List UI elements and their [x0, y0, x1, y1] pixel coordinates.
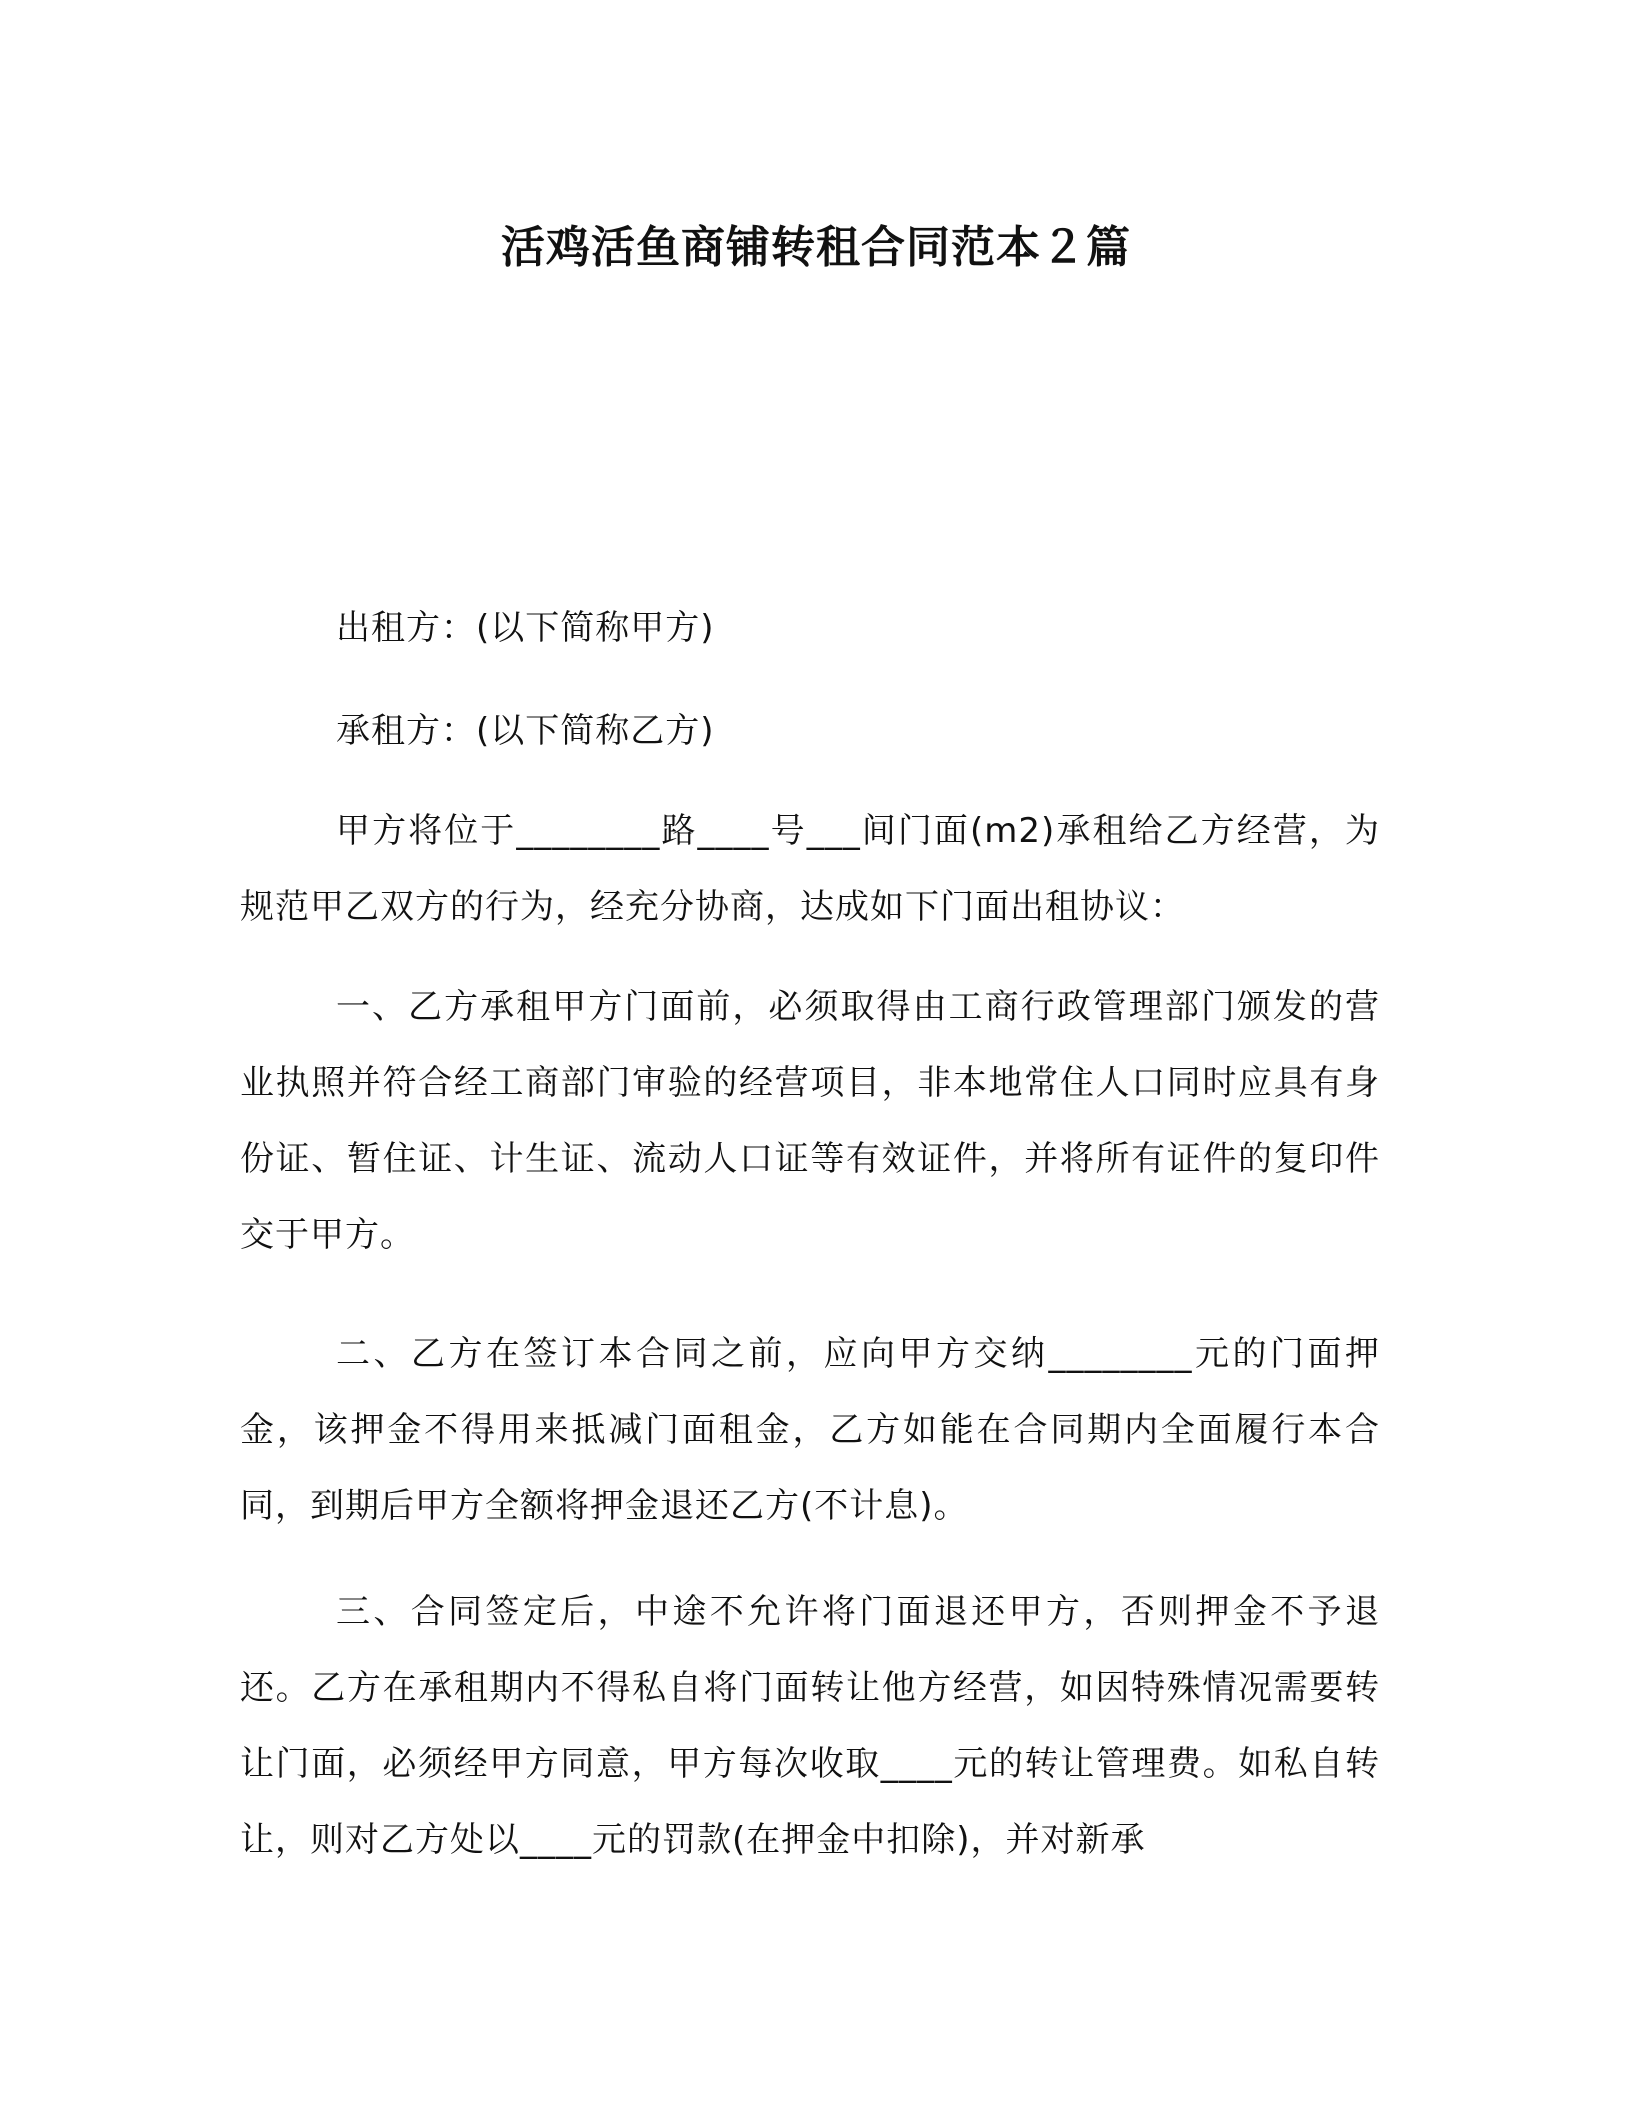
intro-paragraph: 甲方将位于________路____号___间门面(m2)承租给乙方经营，为规范甲乙双方的行为，经充分协商，达成如下门面出租协议： — [240, 811, 1380, 927]
lessee-line: 承租方：(以下简称乙方) — [336, 711, 715, 751]
clause-3-paragraph: 三、合同签定后，中途不允许将门面退还甲方，否则押金不予退还。乙方在承租期内不得私自将门面转让他方经营，如因特殊情况需要转让门面，必须经甲方同意，甲方每次收取____元的转让管理费。如私自转让，则对乙方处以____元的罚款(在押金中扣除)，并对新承 — [240, 1592, 1380, 1860]
clause-2-paragraph: 二、乙方在签订本合同之前，应向甲方交纳________元的门面押金，该押金不得用来抵减门面租金，乙方如能在合同期内全面履行本合同，到期后甲方全额将押金退还乙方(不计息)。 — [240, 1334, 1380, 1526]
clause-1-paragraph: 一、乙方承租甲方门面前，必须取得由工商行政管理部门颁发的营业执照并符合经工商部门审验的经营项目，非本地常住人口同时应具有身份证、暂住证、计生证、流动人口证等有效证件，并将所有证件的复印件交于甲方。 — [240, 987, 1380, 1255]
document-title: 活鸡活鱼商铺转租合同范本２篇 — [501, 222, 1131, 273]
lessor-line: 出租方：(以下简称甲方) — [336, 608, 715, 648]
